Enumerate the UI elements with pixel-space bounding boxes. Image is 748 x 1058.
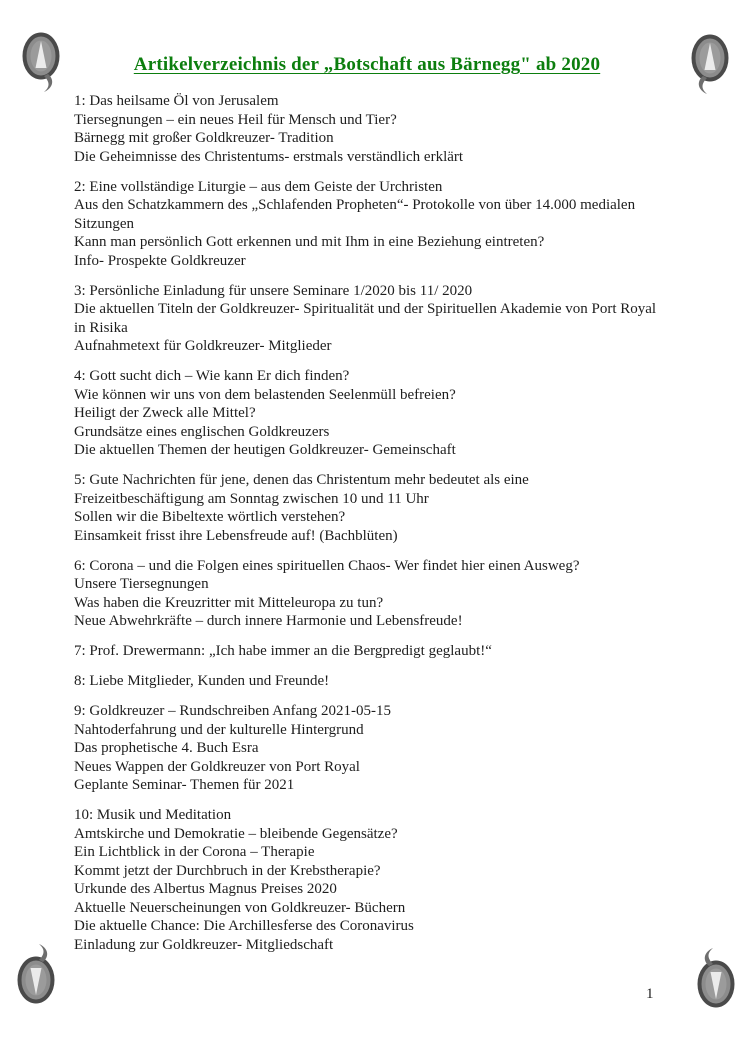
article-line: 8: Liebe Mitglieder, Kunden und Freunde!	[74, 673, 330, 689]
article-list	[74, 92, 684, 966]
article-section	[74, 92, 684, 166]
article-line: Was haben die Kreuzritter mit Mitteleuropa zu tun?	[74, 594, 384, 611]
article-line: Aktuelle Neuerscheinungen von Goldkreuzer- Büchern	[74, 899, 406, 916]
article-section	[74, 471, 684, 545]
article-line: Wie können wir uns von dem belastenden Seelenmüll befreien?	[74, 386, 456, 403]
article-line: 3: Persönliche Einladung für unsere Seminare 1/2020 bis 11/ 2020	[74, 282, 473, 299]
article-section	[74, 282, 684, 356]
article-section	[74, 672, 684, 691]
swirl-ornament-bottom-right-icon	[696, 946, 736, 1010]
article-line: Neues Wappen der Goldkreuzer von Port Royal	[74, 758, 360, 775]
article-line: Kann man persönlich Gott erkennen und mit Ihm in eine Beziehung eintreten?	[74, 234, 545, 250]
article-line: Freizeitbeschäftigung am Sonntag zwischen 10 und 11 Uhr	[74, 490, 429, 507]
article-line: 4: Gott sucht dich – Wie kann Er dich finden?	[74, 368, 350, 384]
article-line: 2: Eine vollständige Liturgie – aus dem Geiste der Urchristen	[74, 178, 443, 195]
article-line: Urkunde des Albertus Magnus Preises 2020	[74, 881, 337, 897]
article-line: Die aktuellen Titeln der Goldkreuzer- Spiritualität und der Spirituellen Akademie von Port Royal	[74, 301, 657, 317]
article-line: Amtskirche und Demokratie – bleibende Gegensätze?	[74, 825, 398, 842]
page-number: 1	[646, 986, 654, 1002]
article-line: Aufnahmetext für Goldkreuzer- Mitglieder	[74, 338, 332, 354]
article-line: 5: Gute Nachrichten für jene, denen das Christentum mehr bedeutet als eine	[74, 472, 529, 488]
page-title: Artikelverzeichnis der „Botschaft aus Bärnegg" ab 2020	[133, 54, 601, 75]
article-line: 7: Prof. Drewermann: „Ich habe immer an die Bergpredigt geglaubt!“	[74, 643, 492, 659]
swirl-ornament-bottom-left-icon	[16, 942, 56, 1006]
article-line: Die aktuelle Chance: Die Archillesferse des Coronavirus	[74, 918, 414, 934]
article-line: Neue Abwehrkräfte – durch innere Harmonie und Lebensfreude!	[74, 613, 463, 629]
article-line: Die Geheimnisse des Christentums- erstmals verständlich erklärt	[74, 148, 464, 165]
article-line: in Risika	[74, 319, 128, 336]
article-section	[74, 642, 684, 661]
article-section	[74, 557, 684, 631]
article-line: 9: Goldkreuzer – Rundschreiben Anfang 2021-05-15	[74, 703, 392, 719]
article-line: Die aktuellen Themen der heutigen Goldkreuzer- Gemeinschaft	[74, 442, 456, 458]
article-line: Ein Lichtblick in der Corona – Therapie	[74, 844, 315, 860]
article-line: Geplante Seminar- Themen für 2021	[74, 777, 295, 793]
article-line: Bärnegg mit großer Goldkreuzer- Tradition	[74, 130, 334, 146]
article-line: Heiligt der Zweck alle Mittel?	[74, 405, 256, 421]
article-line: Einladung zur Goldkreuzer- Mitgliedschaft	[74, 936, 334, 953]
article-line: Info- Prospekte Goldkreuzer	[74, 252, 246, 269]
article-section	[74, 806, 684, 954]
article-line: Nahtoderfahrung und der kulturelle Hintergrund	[74, 721, 364, 738]
article-line: Kommt jetzt der Durchbruch in der Krebstherapie?	[74, 862, 381, 879]
article-section	[74, 702, 684, 795]
article-line: Sollen wir die Bibeltexte wörtlich verstehen?	[74, 509, 346, 525]
article-line: 1: Das heilsame Öl von Jerusalem	[74, 93, 279, 109]
article-section	[74, 367, 684, 460]
article-section	[74, 178, 684, 271]
article-line: Tiersegnungen – ein neues Heil für Mensch und Tier?	[74, 111, 397, 128]
article-line: 6: Corona – und die Folgen eines spirituellen Chaos- Wer findet hier einen Ausweg?	[74, 557, 580, 574]
article-line: Aus den Schatzkammern des „Schlafenden Propheten“- Protokolle von über 14.000 medialen	[74, 197, 636, 213]
article-line: Das prophetische 4. Buch Esra	[74, 740, 259, 756]
article-line: Grundsätze eines englischen Goldkreuzers	[74, 423, 330, 440]
article-line: Sitzungen	[74, 215, 134, 232]
article-line: 10: Musik und Meditation	[74, 807, 232, 823]
article-line: Unsere Tiersegnungen	[74, 576, 209, 592]
article-line: Einsamkeit frisst ihre Lebensfreude auf! (Bachblüten)	[74, 527, 398, 544]
